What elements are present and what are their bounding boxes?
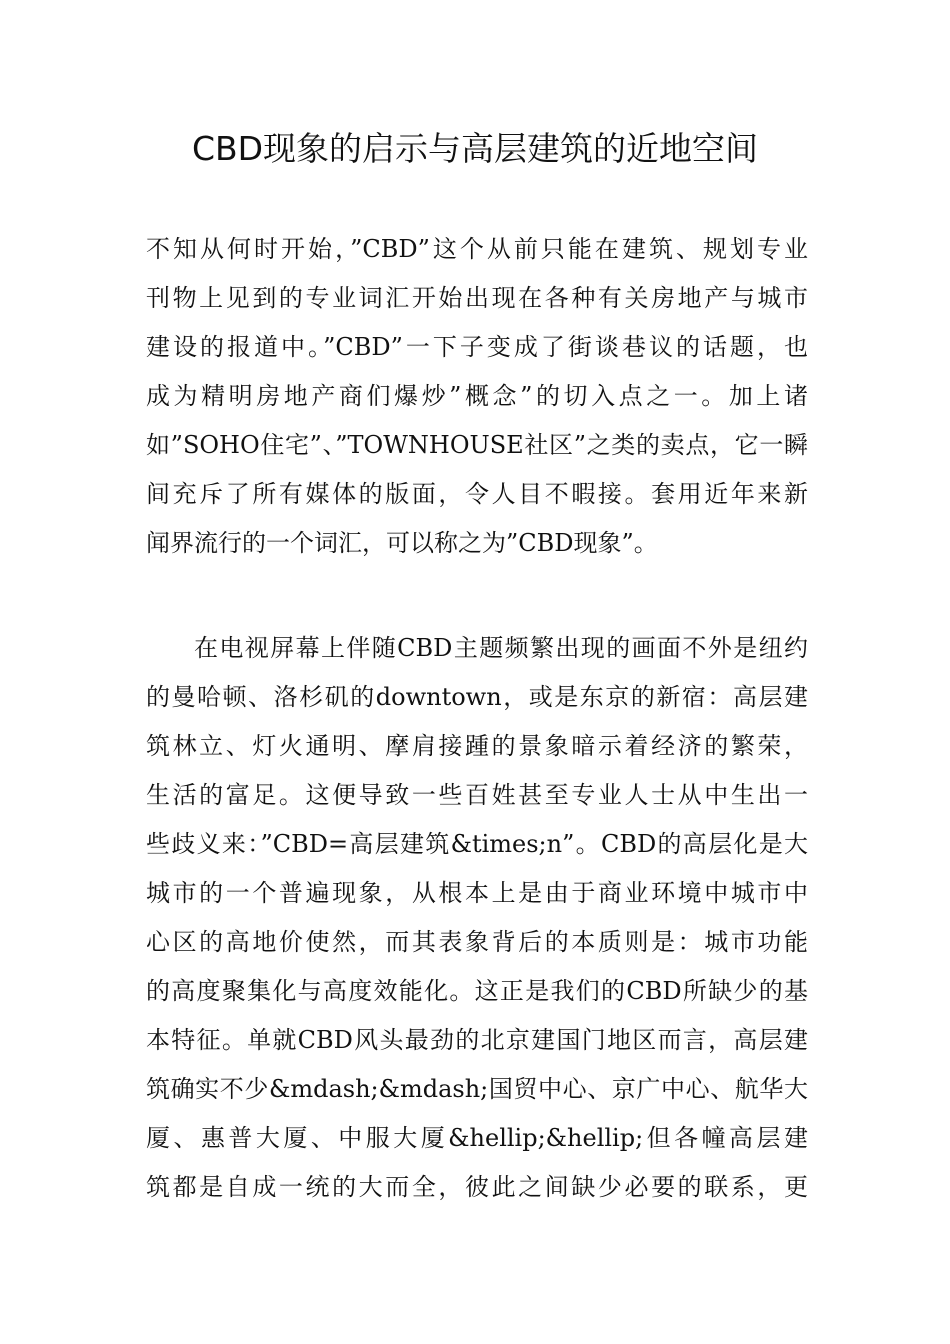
paragraph-line: 刊物上见到的专业词汇开始出现在各种有关房地产与城市 bbox=[146, 284, 808, 312]
paragraph-line: 不知从何时开始，”CBD”这个从前只能在建筑、规划专业 bbox=[146, 235, 808, 263]
paragraph-line: 闻界流行的一个词汇，可以称之为”CBD现象”。 bbox=[146, 529, 658, 557]
paragraph-line: 筑林立、灯火通明、摩肩接踵的景象暗示着经济的繁荣， bbox=[146, 732, 808, 760]
paragraph-line: 在电视屏幕上伴随CBD主题频繁出现的画面不外是纽约 bbox=[194, 634, 808, 662]
paragraph-line: 心区的高地价使然，而其表象背后的本质则是：城市功能 bbox=[146, 928, 808, 956]
paragraph-line: 成为精明房地产商们爆炒”概念”的切入点之一。加上诸 bbox=[146, 382, 808, 410]
paragraph-line: 间充斥了所有媒体的版面，令人目不暇接。套用近年来新 bbox=[146, 480, 808, 508]
paragraph-line: 建设的报道中。”CBD”一下子变成了街谈巷议的话题，也 bbox=[146, 333, 808, 361]
paragraph-line: 的高度聚集化与高度效能化。这正是我们的CBD所缺少的基 bbox=[146, 977, 808, 1005]
paragraph-line: 些歧义来：”CBD=高层建筑&times;n”。CBD的高层化是大 bbox=[146, 830, 808, 858]
paragraph-line: 生活的富足。这便导致一些百姓甚至专业人士从中生出一 bbox=[146, 781, 808, 809]
paragraph-line: 如”SOHO住宅”、”TOWNHOUSE社区”之类的卖点，它一瞬 bbox=[146, 431, 808, 459]
paragraph-line: 的曼哈顿、洛杉矶的downtown，或是东京的新宿：高层建 bbox=[146, 683, 808, 711]
paragraph-2 bbox=[146, 624, 808, 1212]
paragraph-line: 筑都是自成一统的大而全，彼此之间缺少必要的联系，更 bbox=[146, 1173, 808, 1201]
paragraph-line: 筑确实不少&mdash;&mdash;国贸中心、京广中心、航华大 bbox=[146, 1075, 808, 1103]
paragraph-line: 本特征。单就CBD风头最劲的北京建国门地区而言，高层建 bbox=[146, 1026, 808, 1054]
paragraph-line: 城市的一个普遍现象，从根本上是由于商业环境中城市中 bbox=[146, 879, 808, 907]
paragraph-1 bbox=[146, 225, 808, 568]
document-title: CBD现象的启示与高层建筑的近地空间 bbox=[191, 129, 759, 168]
paragraph-line: 厦、惠普大厦、中服大厦&hellip;&hellip;但各幢高层建 bbox=[146, 1124, 808, 1152]
